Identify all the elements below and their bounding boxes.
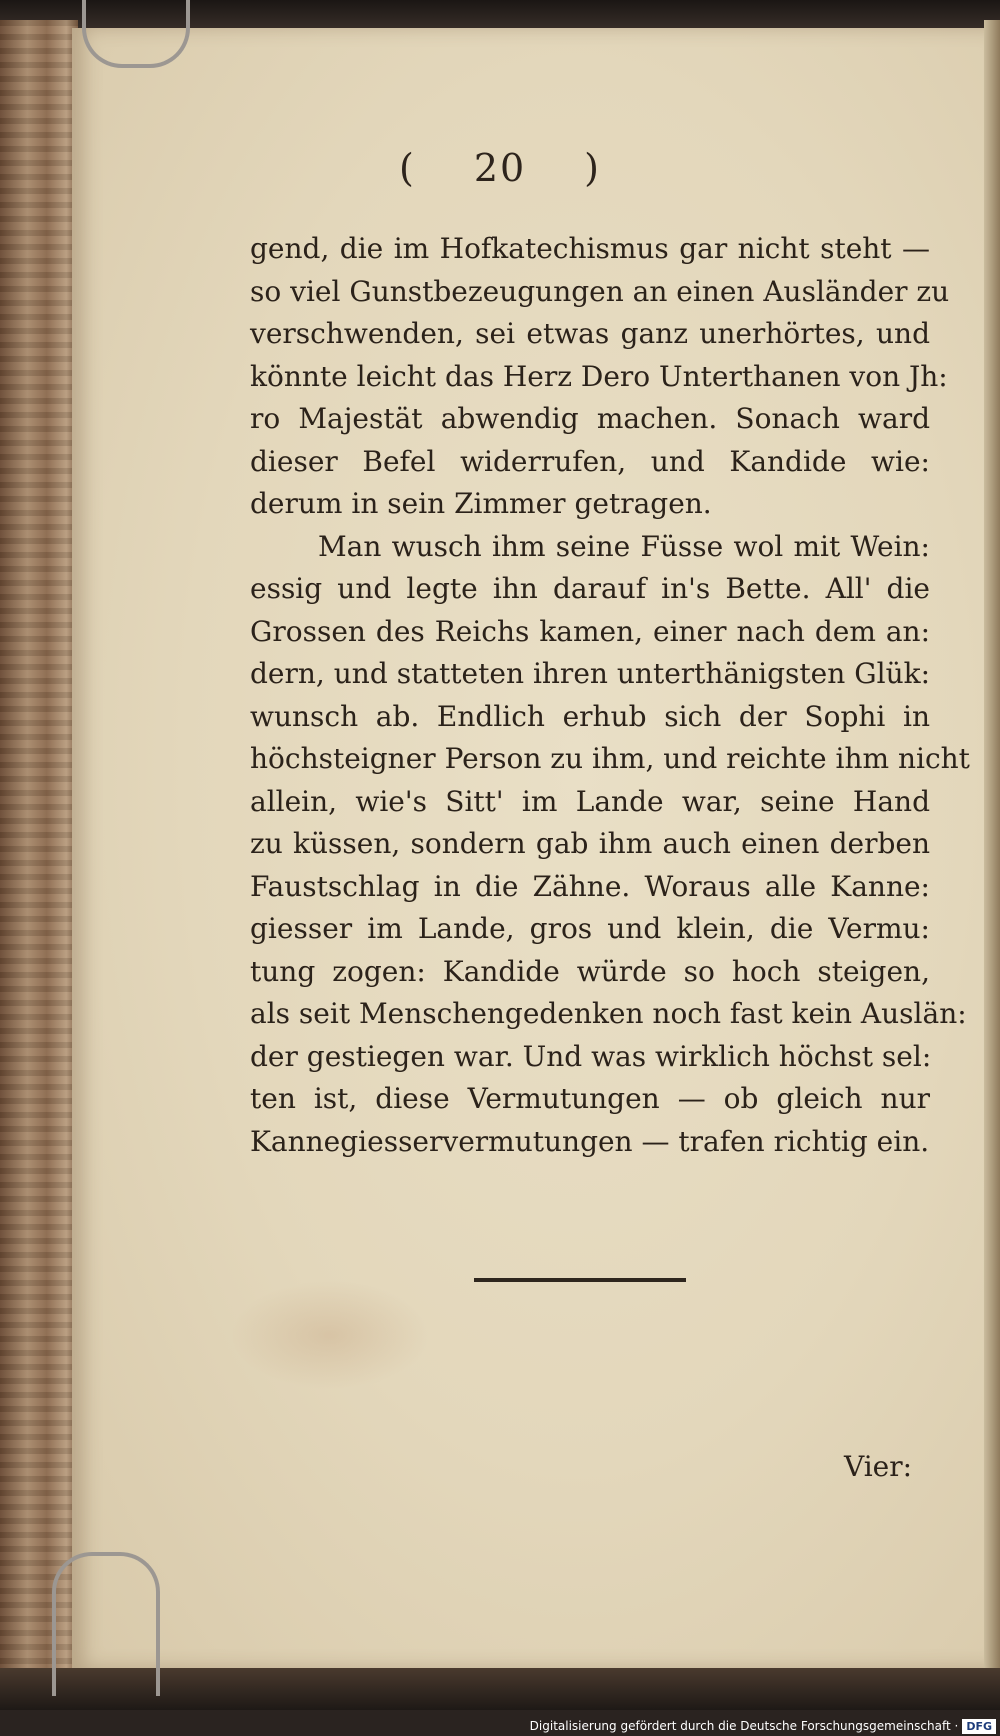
dfg-logo: DFG: [962, 1719, 996, 1734]
footer-credit: Digitalisierung gefördert durch die Deutsche Forschungsgemeinschaft ·: [529, 1719, 959, 1733]
catchword: Vier:: [844, 1450, 913, 1483]
text-line: essig und legte ihn darauf in's Bette. All' die: [250, 572, 930, 605]
page-number-open-paren: (: [398, 146, 416, 190]
text-line: Faustschlag in die Zähne. Woraus alle Kanne:: [250, 869, 930, 903]
page-number-header: [0, 146, 1000, 190]
body-text: [250, 228, 970, 1163]
text-line: ro Majestät abwendig machen. Sonach ward: [250, 402, 930, 435]
paper-stain: [230, 1280, 430, 1390]
text-line: tung zogen: Kandide würde so hoch steigen,: [250, 954, 930, 988]
text-line: Kannegiesservermutungen — trafen richtig ein.: [250, 1124, 930, 1158]
right-page-edge: [984, 20, 1000, 1670]
text-line: zu küssen, sondern gab ihm auch einen derben: [250, 827, 930, 860]
text-line: dieser Befel widerrufen, und Kandide wie:: [250, 444, 930, 478]
section-divider: [474, 1278, 686, 1282]
text-line: ten ist, diese Vermutungen — ob gleich nur: [250, 1082, 930, 1115]
page-number-close-paren: ): [584, 146, 601, 190]
text-line: gend, die im Hofkatechismus gar nicht steht —: [250, 232, 930, 265]
text-line: verschwenden, sei etwas ganz unerhörtes, und: [250, 317, 930, 350]
text-line: giesser im Lande, gros und klein, die Vermu:: [250, 912, 930, 945]
text-line: so viel Gunstbezeugungen an einen Ausländer zu: [250, 274, 950, 308]
text-line: höchsteigner Person zu ihm, und reichte ihm nicht: [250, 742, 970, 775]
book-spine: [0, 20, 78, 1670]
bottom-clip: [52, 1552, 160, 1696]
text-line: dern, und statteten ihren unterthänigsten Glük:: [250, 657, 930, 690]
text-line: derum in sein Zimmer getragen.: [250, 487, 712, 520]
text-line: wunsch ab. Endlich erhub sich der Sophi in: [250, 699, 930, 733]
digitization-footer: [530, 1716, 996, 1736]
text-line: Grossen des Reichs kamen, einer nach dem an:: [250, 614, 930, 648]
text-line: als seit Menschengedenken noch fast kein Auslän:: [250, 997, 967, 1030]
top-clip: [82, 0, 190, 68]
text-line: allein, wie's Sitt' im Lande war, seine Hand: [250, 784, 930, 818]
text-line: Man wusch ihm seine Füsse wol mit Wein:: [318, 529, 930, 563]
text-line: könnte leicht das Herz Dero Unterthanen von Jh:: [250, 359, 948, 393]
page-number: 20: [473, 146, 527, 190]
text-line: der gestiegen war. Und was wirklich höchst sel:: [250, 1039, 932, 1073]
